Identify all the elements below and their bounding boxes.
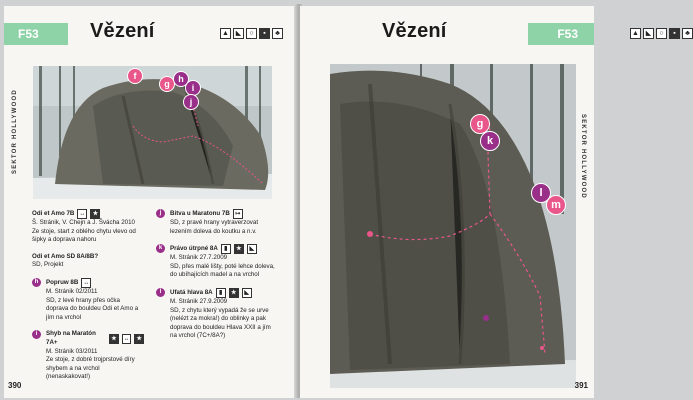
boulder-icons — [630, 28, 693, 39]
route-badge-h: h — [32, 278, 41, 287]
route-description: SD, z pravé hrany vytraverzovat lezením doleva do koutku a n.v. — [170, 219, 259, 235]
route-name: Právo útrpné 8A — [170, 244, 218, 252]
traverse-icon: ↔ — [79, 211, 86, 217]
sector-label: SEKTOR HOLLYWOOD — [580, 114, 586, 199]
route-pravo-utrpne — [156, 244, 276, 280]
route-author: M. Stránik 02/2011 — [46, 287, 98, 295]
page-number: 391 — [574, 381, 588, 390]
sector-label: SEKTOR HOLLYWOOD — [12, 89, 18, 174]
route-list-right — [156, 209, 276, 349]
route-description: Ze stoje, start z oblého chytu vlevo od šipky a doprava nahoru — [32, 227, 136, 244]
route-marker-j: j — [183, 94, 199, 110]
route-badge-i: i — [32, 330, 41, 339]
route-name: Popruw 8B — [46, 278, 79, 286]
sector-code-tab: F53 — [528, 23, 594, 45]
traverse-icon: ↔ — [123, 335, 130, 342]
route-description: SD, přes malé lišty, poté lehce doleva, do ubíhajících madel a na vrchol — [170, 262, 275, 279]
route-name: Shyb na Maratón 7A+ — [46, 330, 96, 346]
route-list-left — [32, 209, 144, 390]
route-name: Bitva u Maratonu 7B — [170, 209, 230, 217]
traverse-icon: ↔ — [83, 279, 90, 286]
route-marker-k: k — [480, 131, 500, 151]
route-name: Odi et Amo 7B — [32, 209, 75, 217]
route-bitva-u-maratonu — [156, 209, 276, 236]
right-page — [300, 6, 690, 398]
boulder-photo-detail — [330, 64, 576, 388]
family-icon: ♣ — [272, 28, 283, 39]
route-marker-g: g — [470, 114, 490, 134]
landing-icon: ◣ — [242, 288, 252, 298]
route-popruw — [32, 278, 144, 322]
traverse-icon: ↦ — [233, 209, 243, 219]
shade-icon: ○ — [246, 28, 257, 39]
route-ufata-hlava — [156, 288, 276, 341]
left-page — [4, 6, 296, 398]
landing-icon: ◣ — [643, 28, 654, 39]
route-author: M. Stránik 03/2011 — [46, 347, 98, 355]
route-marker-h: h — [173, 71, 189, 87]
landing-icon: ◣ — [233, 28, 244, 39]
rock-icon: ▪ — [259, 28, 270, 39]
boulder-photo-overview — [33, 66, 272, 199]
star-icon: ★ — [109, 334, 119, 344]
route-badge-j: j — [156, 209, 165, 218]
route-author: M. Stránik 27.9.2009 — [170, 297, 228, 305]
route-odi-et-amo — [32, 209, 144, 245]
rock-icon: ▪ — [669, 28, 680, 39]
star-icon: ★ — [229, 288, 239, 298]
route-description: SD, z levé hrany přes očka doprava do bouldeu Odi et Amo a jím na vrchol — [46, 296, 139, 321]
route-description: Ze stoje, z dobré trojprstové díry shybem a na vrchol (nenaskakovat!) — [46, 356, 135, 381]
route-badge-l: l — [156, 288, 165, 297]
route-description: SD, z chytu který vypadá že se urve (nelézt za mokra!) do oblinky a pak doprava do bouldeu Hlava XXII a jím na vrchol (7C+/8A?) — [170, 306, 271, 340]
route-author: Š. Stránik, V. Chejn a J. Švácha 2010 — [32, 219, 135, 226]
page-title: Vězení — [382, 20, 447, 42]
route-badge-k: k — [156, 244, 165, 253]
route-author: M. Stránik 27.7.2009 — [170, 254, 228, 262]
route-marker-l: l — [531, 183, 551, 203]
page-number: 390 — [8, 381, 22, 390]
route-marker-f: f — [127, 68, 143, 84]
route-description: SD, Projekt — [32, 261, 64, 269]
landing-icon: ◣ — [247, 244, 257, 254]
sector-code-tab: F53 — [4, 23, 68, 45]
hold-icon: ▮ — [216, 288, 226, 298]
route-shyb-na-maraton — [32, 330, 144, 382]
topo-icon: ▲ — [630, 28, 641, 39]
star-icon: ★ — [134, 334, 144, 344]
shade-icon: ○ — [656, 28, 667, 39]
star-icon: ★ — [90, 209, 100, 219]
boulder-icons — [220, 28, 283, 39]
route-marker-m: m — [546, 195, 566, 215]
route-odi-et-amo-sd — [32, 253, 144, 270]
topo-icon: ▲ — [220, 28, 231, 39]
star-icon: ★ — [234, 244, 244, 254]
family-icon: ♣ — [682, 28, 693, 39]
page-title: Vězení — [90, 20, 155, 42]
hold-icon: ▮ — [221, 244, 231, 254]
route-name: Odi et Amo SD 8A/8B? — [32, 252, 99, 260]
route-marker-g: g — [159, 76, 175, 92]
route-marker-i: i — [185, 80, 201, 96]
route-name: Ufatá hlava 8A — [170, 288, 213, 296]
